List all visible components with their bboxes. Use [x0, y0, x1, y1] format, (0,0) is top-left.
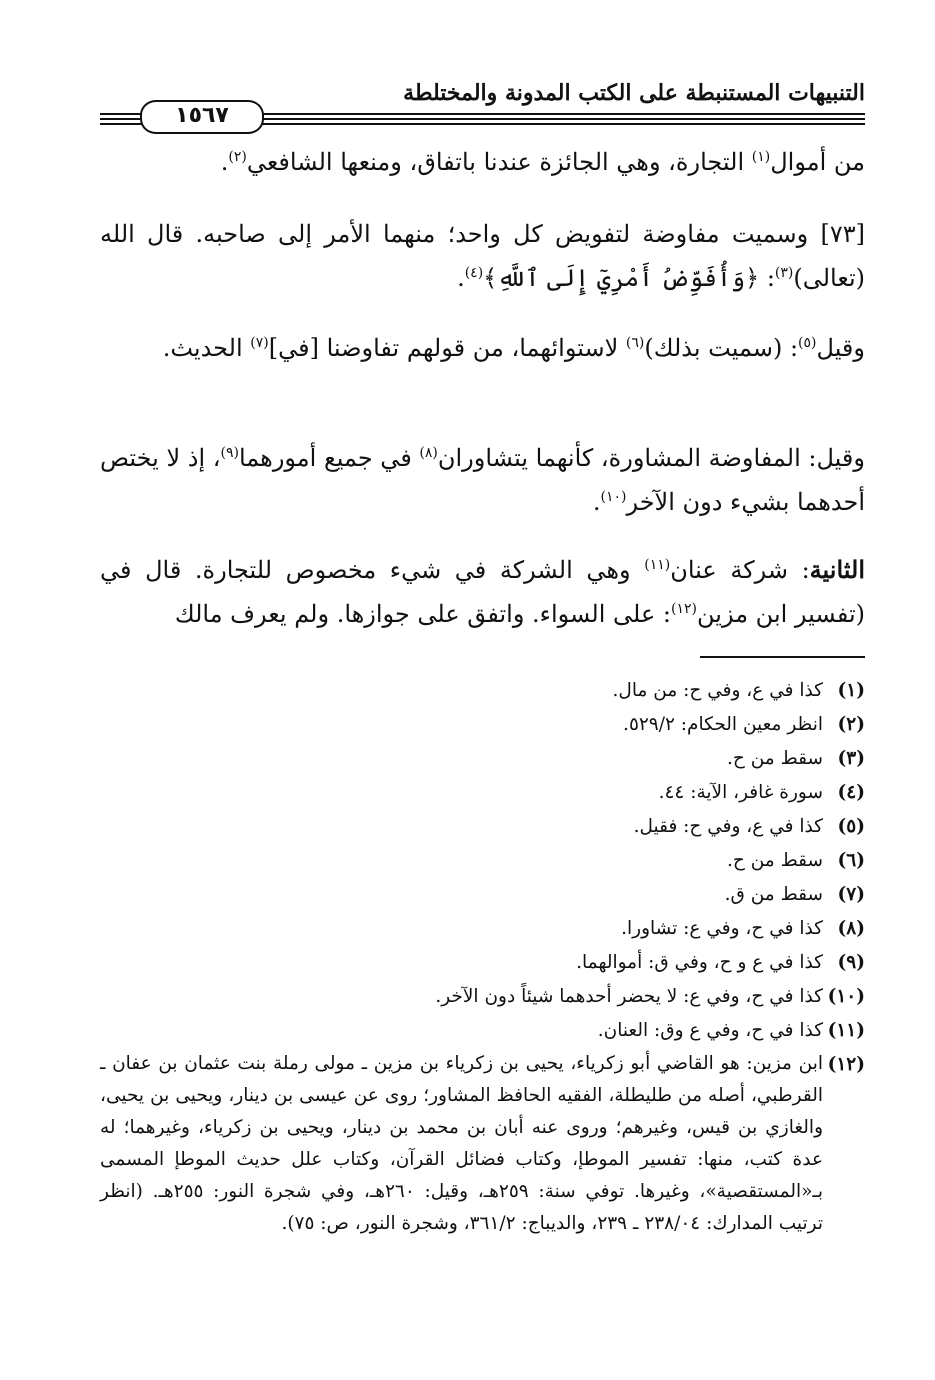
footnotes [100, 674, 865, 1240]
footnote-number: (١٢) [827, 1054, 865, 1075]
footnote-ref: (٣) [774, 265, 794, 281]
text-run: الحديث. [162, 334, 251, 362]
footnote [100, 674, 865, 708]
footnote-text: كذا في ح، وفي ع: لا يحضر أحدهما شيئاً دون الآخر. [435, 986, 823, 1007]
text-run: وهي الشركة في شيء مخصوص للتجارة. قال في (تفسير ابن مزين [100, 556, 865, 628]
text-run: : (سميت بذلك) [644, 334, 799, 362]
text-run: من أموال [770, 148, 865, 176]
text-run: . [592, 488, 601, 516]
text-run: [٧٣] وسميت مفاوضة لتفويض كل واحد؛ منهما الأمر إلى صاحبه. قال الله (تعالى) [100, 220, 865, 292]
footnote-number: (٦) [837, 850, 865, 871]
footnote-text: سورة غافر، الآية: ٤٤. [658, 782, 823, 803]
footnote-number: (٤) [837, 782, 865, 803]
footnote-number: (٨) [837, 918, 865, 939]
footnote [100, 844, 865, 878]
footnote-number: (٩) [837, 952, 865, 973]
footnote-text: سقط من ح. [727, 850, 823, 871]
footnote-number: (٢) [837, 714, 865, 735]
footnote [100, 878, 865, 912]
text-run: في جميع أمورهما [238, 444, 420, 472]
footnote [100, 742, 865, 776]
footnote-text: كذا في ح، وفي ع: تشاورا. [621, 918, 823, 939]
footnote-ref: (٨) [419, 445, 438, 461]
footnote-number: (٥) [837, 816, 865, 837]
footnote [100, 708, 865, 742]
footnote-ref: (٧) [250, 335, 269, 351]
page-header [100, 80, 865, 128]
footnote-ref: (١٢) [671, 601, 697, 617]
footnote-text: كذا في ع و ح، وفي ق: أموالهما. [576, 952, 823, 973]
footnote [100, 810, 865, 844]
footnote-text: سقط من ح. [727, 748, 823, 769]
footnote [100, 1048, 865, 1240]
footnote-text: كذا في ع، وفي ح: من مال. [612, 680, 823, 701]
footnote [100, 1014, 865, 1048]
footnote-ref: (٤) [464, 265, 484, 281]
footnote-text: ابن مزين: هو القاضي أبو زكرياء، يحيى بن زكرياء بن مزين ـ مولى رملة بنت عثمان بن عفان ـ القرطبي، أصله من طليطلة، الفقيه الحافظ المشاور؛ روى عن عيسى بن دينار، ويحيى بن يحيى، والغازي بن قيس، وغيرهم؛ وروى عنه أبان بن محمد بن دينار، ويحيى بن زكرياء، وغيرهما؛ له عدة كتب، منها: تفسير الموطإ، وكتاب فضائل القرآن، وكتاب علل حديث الموطإ المسمى بـ«المستقصية»، وغيرها. توفي سنة: ٢٥٩هـ، وقيل: ٢٦٠هـ، وفي شجرة النور: ٢٥٥هـ. (انظر ترتيب المدارك: ٢٣٨/٠٤ ـ ٢٣٩، والديباج: ٣٦١/٢، وشجرة النور، ص: ٧٥). [100, 1053, 823, 1234]
footnote-text: كذا في ع، وفي ح: فقيل. [633, 816, 823, 837]
footnote-number: (٣) [837, 748, 865, 769]
text-run: ، إذ لا يختص أحدهما بشيء دون الآخر [100, 444, 865, 516]
footnote-text: سقط من ق. [724, 884, 823, 905]
footnote-number: (١١) [827, 1020, 865, 1041]
footnote [100, 946, 865, 980]
quran-verse: : ﴿وَأُفَوِّضُ أَمْرِيٓ إِلَى ٱللَّهِ﴾ [483, 264, 775, 292]
text-run: : على السواء. واتفق على جوازها. ولم يعرف مالك [174, 600, 672, 628]
text-run: وقيل [816, 334, 865, 362]
text-run: وقيل: المفاوضة المشاورة، كأنهما يتشاوران [437, 444, 865, 472]
footnote-number: (١٠) [827, 986, 865, 1007]
footnote-ref: (٢) [228, 149, 247, 165]
footnote-ref: (٩) [220, 445, 239, 461]
paragraph [100, 326, 865, 370]
text-run: لاستوائهما، من قولهم تفاوضنا [في] [268, 334, 626, 362]
paragraph [100, 436, 865, 524]
footnote [100, 980, 865, 1014]
text-run: : شركة عنان [670, 556, 810, 584]
footnote-number: (٧) [837, 884, 865, 905]
footnote-ref: (٥) [798, 335, 817, 351]
paragraph [100, 212, 865, 300]
footnote-text: كذا في ح، وفي ع وق: العنان. [597, 1020, 823, 1041]
footnote-ref: (٦) [625, 335, 645, 351]
footnote-text: انظر معين الحكام: ٥٢٩/٢. [623, 714, 823, 735]
page-number: ١٥٦٧ [140, 100, 264, 134]
footnote-ref: (١٠) [600, 489, 627, 505]
running-title: التنبيهات المستنبطة على الكتب المدونة والمختلطة [403, 80, 865, 106]
lead-word: الثانية [809, 555, 865, 584]
text-run: التجارة، وهي الجائزة عندنا باتفاق، ومنعها الشافعي [246, 148, 752, 176]
paragraph [100, 140, 865, 184]
footnote [100, 912, 865, 946]
text-run: . [220, 148, 229, 176]
paragraph [100, 548, 865, 636]
footnote-number: (١) [837, 680, 865, 701]
footnote-ref: (١١) [644, 557, 671, 573]
text-run: . [457, 264, 465, 292]
footnote-ref: (١) [751, 149, 771, 165]
footnote [100, 776, 865, 810]
footnote-separator [700, 656, 865, 658]
